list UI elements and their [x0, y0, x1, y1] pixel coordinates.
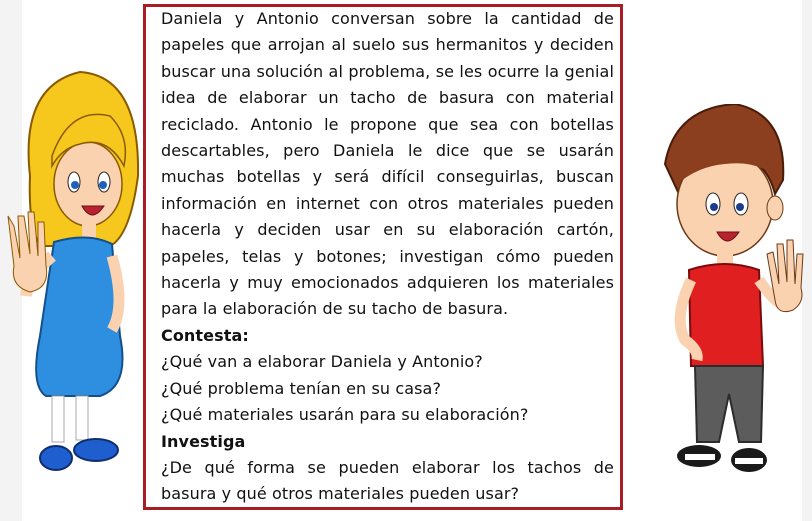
boy-illustration — [655, 104, 805, 484]
contesta-heading: Contesta: — [161, 325, 249, 345]
girl-hand — [8, 212, 47, 292]
investiga-question: ¿De qué forma se pueden elaborar los tachos de basura y qué otros materiales pueden usar? — [161, 457, 614, 504]
investiga-heading: Investiga — [161, 431, 246, 451]
boy-pants — [695, 366, 763, 442]
question-item: ¿Qué problema tenían en su casa? — [161, 378, 442, 398]
question-item: ¿Qué van a elaborar Daniela y Antonio? — [161, 352, 483, 372]
question-item: ¿Qué materiales usarán para su elaboración? — [161, 405, 529, 425]
story-paragraph: Daniela y Antonio conversan sobre la cantidad de papeles que arrojan al suelo sus hermanitos y deciden buscar una solución al problema, se les ocurre la genial idea de elaborar un tacho de basura con material reciclado. Antonio le propone que sea con botellas descartables, pero Daniela le dice que se usarán muchas botellas y será difícil conseguirlas, buscan información en internet con otros materiales pueden hacerla y deciden usar en su elaboración cartón, papeles, telas y botones; investigan cómo pueden hacerla y muy emocionados adquieren los materiales para la elaboración de su tacho de basura. — [161, 9, 614, 319]
girl-illustration — [0, 66, 142, 486]
document-body[interactable] — [161, 6, 614, 508]
